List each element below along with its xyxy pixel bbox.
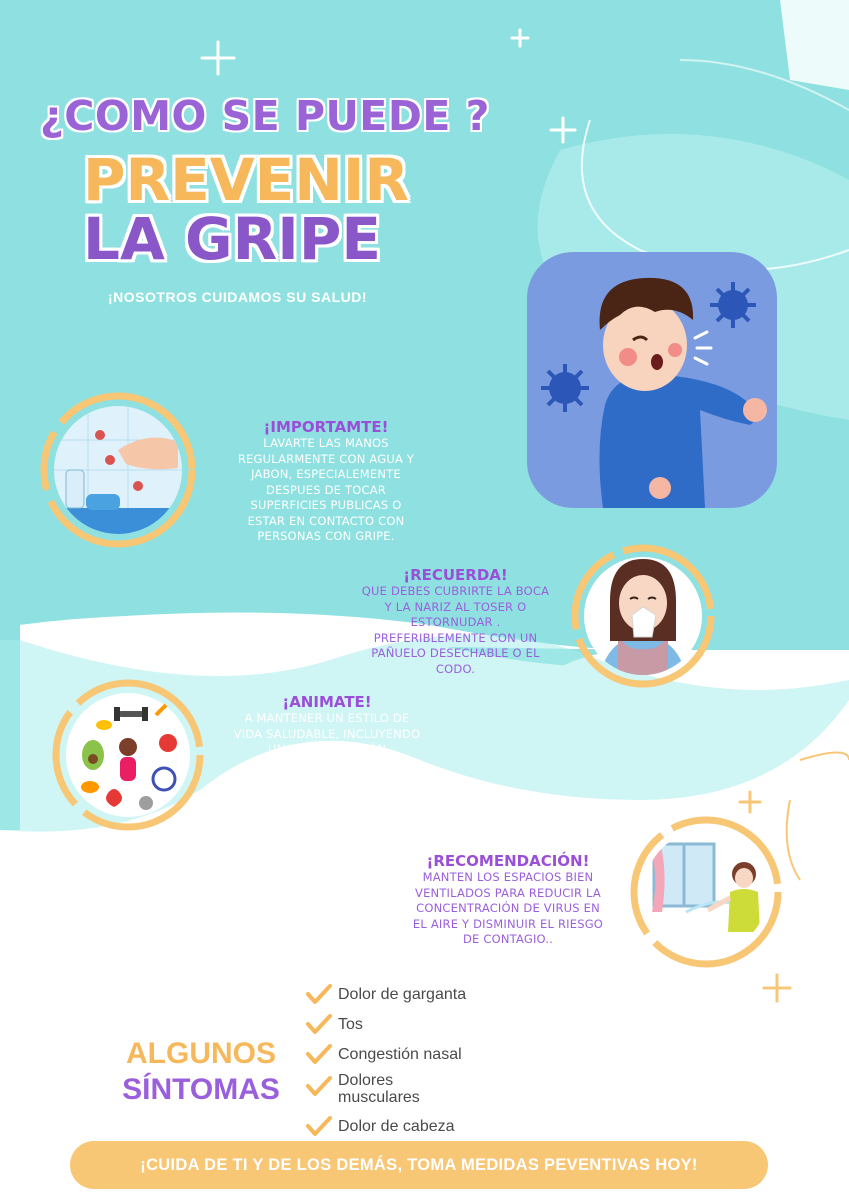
handwashing-illustration [38, 390, 198, 550]
tip-line: LAVARTE LAS MANOS [263, 436, 389, 450]
banner-text: ¡CUIDA DE TI Y DE LOS DEMÁS, TOMA MEDIDAS PEVENTIVAS HOY! [140, 1155, 698, 1174]
tip-heading: ¡RECOMENDACIÓN! [426, 852, 590, 870]
symptom-text: Congestión nasal [338, 1046, 462, 1063]
tissue-girl-illustration [568, 541, 718, 691]
tip-cover-mouth [333, 566, 578, 677]
healthy-lifestyle-illustration [48, 675, 208, 835]
header-question: ¿COMO SE PUEDE ? [40, 92, 490, 140]
symptom-text: Dolor de garganta [338, 986, 467, 1003]
tip-line: VENTILADOS PARA REDUCIR LA [415, 885, 601, 900]
tip-line: ADECUADO PARA FORTALECER [236, 788, 418, 803]
tip-line: SALUDABLE, EJERCICIO [258, 757, 396, 772]
symptom-item [306, 982, 466, 1012]
open-window-illustration [626, 812, 786, 972]
title-line-gripe: LA GRIPE [83, 205, 382, 273]
tip-line: JABON, ESPECIALEMENTE [251, 467, 401, 481]
tip-heading: ¡IMPORTAMTE! [263, 418, 389, 436]
tip-heading: ¡ANIMATE! [282, 693, 372, 711]
tip-ventilation [386, 852, 630, 948]
tip-line: SUPERFICIES PUBLICAS O [250, 498, 402, 512]
tip-line: MANTEN LOS ESPACIOS BIEN [422, 870, 594, 884]
tip-line: DE CONTAGIO.. [462, 932, 554, 946]
tip-line: PAÑUELO DESECHABLE O EL [371, 646, 540, 660]
tip-line: REGULARMENTE CON AGUA Y [237, 451, 415, 466]
tip-heading: ¡RECUERDA! [403, 566, 508, 584]
tip-line: QUE DEBES CUBRIRTE LA BOCA [361, 584, 550, 598]
tip-line: CONCENTRACIÓN DE VIRUS EN [416, 901, 600, 915]
symptom-text: Tos [338, 1016, 363, 1033]
tip-line: PREFERIBLEMENTE CON UN [373, 630, 538, 645]
tip-line: UNA ALIMENTACIÓN [267, 742, 387, 756]
symptoms-title-line2: SÍNTOMAS [122, 1073, 280, 1106]
symptom-text: musculares [338, 1089, 420, 1106]
symptoms-title [96, 1036, 306, 1108]
symptom-text: Dolor de cabeza [338, 1118, 455, 1135]
bottom-banner [70, 1141, 768, 1189]
tip-line: REGULAR, Y DESCANSO [256, 773, 398, 787]
checkmark-icon [306, 1076, 332, 1096]
tip-line: EL AIRE Y DISMINUIR EL RIESGO [412, 916, 604, 931]
symptom-item [306, 1114, 466, 1144]
checkmark-icon [306, 1116, 332, 1136]
tagline: ¡NOSOTROS CUIDAMOS SU SALUD! [108, 289, 367, 305]
symptom-item [306, 1072, 466, 1114]
symptom-text: Dolores [338, 1072, 394, 1089]
tip-line: ESTORNUDAR . [410, 615, 501, 629]
symptom-item [306, 1012, 466, 1042]
tip-line: PERSONAS CON GRIPE. [257, 529, 395, 543]
tip-healthy-life [208, 693, 446, 820]
checkmark-icon [306, 1014, 332, 1034]
symptoms-title-line1: ALGUNOS [126, 1037, 276, 1070]
tip-line: Y LA NARIZ AL TOSER O [384, 599, 527, 614]
tip-line: EL SISTEMA INMUNOLÓGICO. [241, 804, 413, 818]
tip-line: VIDA SALUDABLE, INCLUYENDO [233, 726, 421, 741]
symptom-text-multiline [338, 1072, 420, 1106]
symptoms-list [306, 982, 466, 1144]
checkmark-icon [306, 1044, 332, 1064]
checkmark-icon [306, 984, 332, 1004]
tip-line: DESPUES DE TOCAR [266, 482, 386, 497]
tip-line: A MANTENER UN ESTILO DE [244, 711, 410, 725]
symptom-item [306, 1042, 466, 1072]
tip-handwashing [212, 418, 440, 545]
tip-line: CODO. [435, 661, 476, 676]
title-line-prevenir: PREVENIR [83, 146, 410, 214]
tip-line: ESTAR EN CONTACTO CON [247, 513, 405, 528]
sneezing-boy-illustration [525, 250, 785, 510]
